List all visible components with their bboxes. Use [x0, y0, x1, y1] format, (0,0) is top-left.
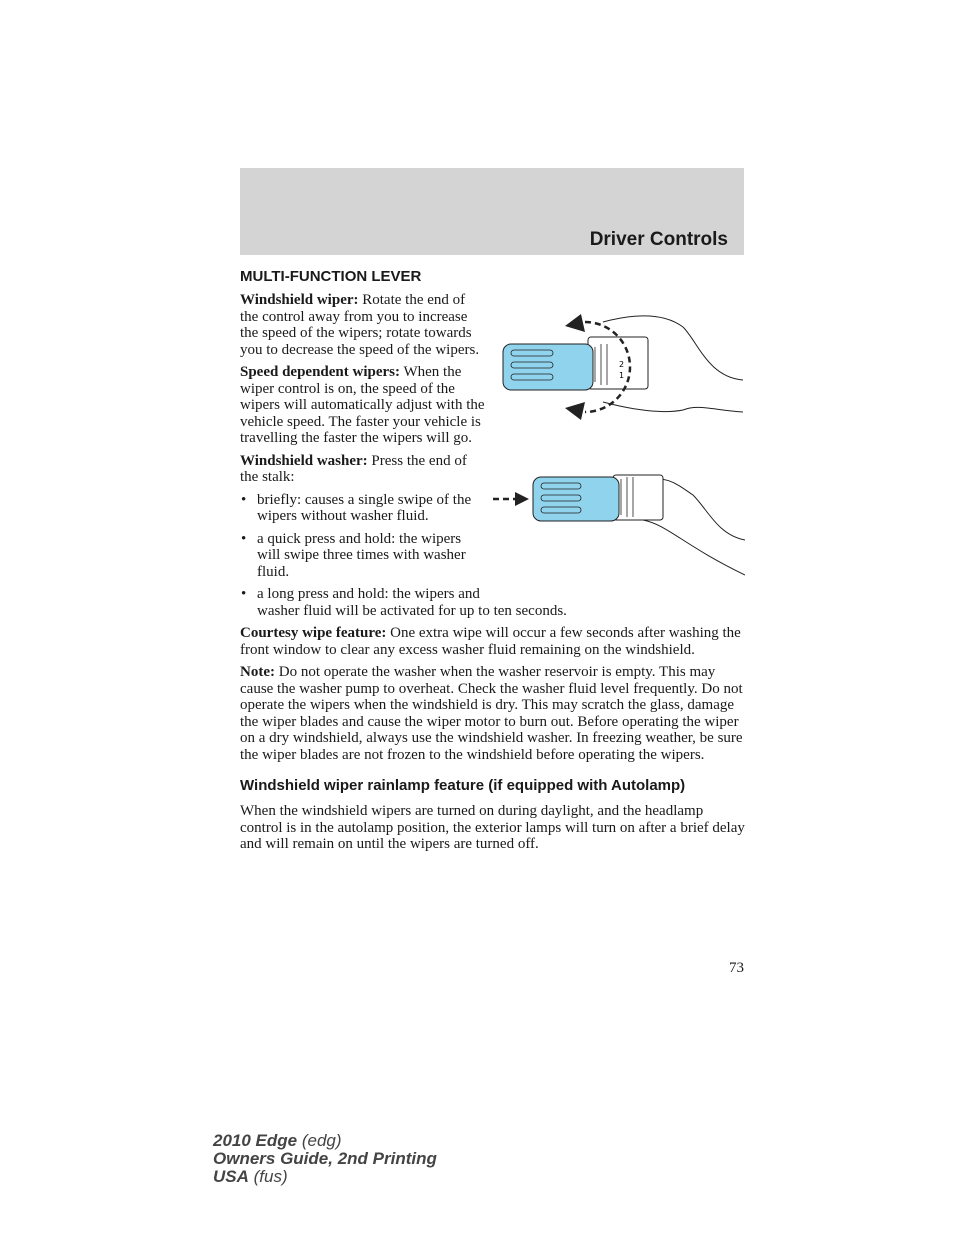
- svg-text:2: 2: [619, 360, 625, 369]
- list-item: • briefly: causes a single swipe of the wipers without washer fluid.: [240, 492, 745, 525]
- list-item: • a long press and hold: the wipers and washer fluid will be activated for up to ten seconds.: [240, 586, 745, 619]
- list-item: • a quick press and hold: the wipers will swipe three times with washer fluid.: [240, 531, 745, 581]
- page-number: 73: [729, 960, 744, 976]
- text-courtesy-wipe: One extra wipe will occur a few seconds after washing the front window to clear any excess washer fluid remaining on the windshield.: [240, 625, 741, 658]
- heading-rainlamp-feature: Windshield wiper rainlamp feature (if equipped with Autolamp): [240, 777, 686, 794]
- lever-rotate-illustration: [493, 292, 745, 424]
- label-speed-dependent-wipers: Speed dependent wipers:: [240, 364, 401, 380]
- footer-market: USA: [213, 1167, 249, 1186]
- footer-market-code: (fus): [248, 1167, 288, 1186]
- footer-line-1: [213, 1132, 437, 1150]
- section-title: Driver Controls: [589, 229, 728, 250]
- text-note: Do not operate the washer when the washer reservoir is empty. This may cause the washer pump to overheat. Check the washer fluid level frequently. Do not operate the wipers when the windshield is dry. This may scratch the glass, damage the wiper blades and cause the wiper motor to burn out. Before operating the wiper on a dry windshield, always use the windshield washer. In freezing weather, be sure the wiper blades are not frozen to the windshield before operating the wipers.: [240, 664, 743, 763]
- label-windshield-wiper: Windshield wiper:: [240, 292, 359, 308]
- para-rainlamp: When the windshield wipers are turned on during daylight, and the headlamp control is in the autolamp position, the exterior lamps will turn on after a brief delay and will remain on until the wipers are turned off.: [240, 803, 745, 852]
- para-note: [240, 664, 745, 763]
- heading-multi-function-lever: MULTI-FUNCTION LEVER: [240, 268, 422, 285]
- para-courtesy-wipe: [240, 625, 745, 658]
- washer-bullet-list: [240, 492, 745, 620]
- label-courtesy-wipe: Courtesy wipe feature:: [240, 625, 387, 641]
- footer-model-code: (edg): [297, 1131, 342, 1150]
- label-windshield-washer: Windshield washer:: [240, 452, 368, 469]
- page-content: [240, 266, 745, 859]
- footer-line-2: Owners Guide, 2nd Printing: [213, 1149, 437, 1168]
- svg-text:1: 1: [619, 371, 625, 380]
- footer-line-3: [213, 1168, 437, 1186]
- label-note: Note:: [240, 664, 275, 680]
- text-windshield-washer: Press the end of the stalk:: [240, 452, 467, 485]
- text-speed-dependent-wipers: When the wiper control is on, the speed of the wipers will automatically adjust with the vehicle speed. The faster your vehicle is travelling the faster the wipers will go.: [240, 364, 485, 446]
- document-footer: [213, 1132, 437, 1186]
- section-header-band: [240, 168, 744, 255]
- text-windshield-wiper: Rotate the end of the control away from you to increase the speed of the wipers; rotate towards you to decrease the speed of the wipers.: [240, 292, 480, 358]
- footer-model: 2010 Edge: [213, 1131, 298, 1150]
